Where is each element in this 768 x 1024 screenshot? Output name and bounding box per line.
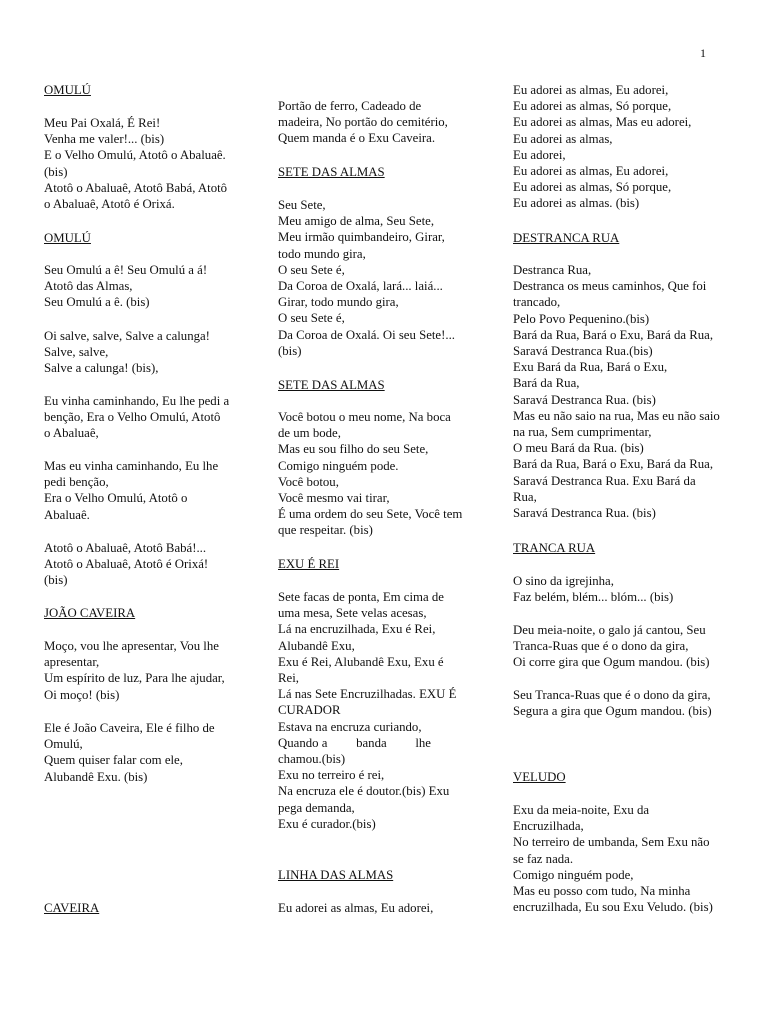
verse-line: Eu vinha caminhando, Eu lhe pedi a — [44, 394, 230, 408]
verse-block — [44, 540, 272, 589]
verse-line: O meu Bará da Rua. (bis) — [513, 441, 644, 456]
verse-block — [44, 262, 272, 311]
verse-line: Comigo ninguém pode, — [513, 867, 634, 882]
verse-line — [278, 735, 431, 751]
verse-line: madeira, No portão do cemitério, — [278, 115, 448, 130]
verse-line: o Abaluaê, Atotô é Orixá. — [44, 197, 175, 212]
verse-line: Alubandê Exu, — [278, 638, 355, 653]
verse-block — [513, 573, 741, 605]
verse-line: Portão de ferro, Cadeado de — [278, 99, 422, 113]
verse-line: Eu adorei as almas, Eu adorei, — [513, 83, 669, 97]
verse-line: Seu Omulú a ê. (bis) — [44, 295, 150, 310]
verse-line: Ele é João Caveira, Ele é filho de — [44, 721, 215, 735]
verse-block — [44, 638, 272, 703]
verse-line: (bis) — [44, 573, 68, 588]
verse-line: Você botou, — [278, 474, 339, 489]
section-heading: EXU É REI — [278, 557, 340, 571]
verse-line: O seu Sete é, — [278, 311, 345, 326]
verse-word: Quando a — [278, 735, 328, 750]
verse-line: Seu Sete, — [278, 198, 326, 212]
verse-line: Quem manda é o Exu Caveira. — [278, 131, 436, 146]
verse-line: Estava na encruza curiando, — [278, 719, 422, 734]
verse-block — [44, 115, 272, 212]
verse-line: Eu adorei as almas. (bis) — [513, 196, 640, 211]
verse-block — [513, 687, 741, 719]
verse-line: trancado, — [513, 295, 561, 310]
verse-line: Meu Pai Oxalá, É Rei! — [44, 116, 161, 130]
verse-line: Destranca os meus caminhos, Que foi — [513, 279, 707, 294]
verse-block — [513, 622, 741, 671]
verse-line: O seu Sete é, — [278, 262, 345, 277]
verse-block — [278, 589, 506, 832]
verse-line: Destranca Rua, — [513, 263, 592, 277]
verse-line: Rua, — [513, 489, 537, 504]
verse-line: Moço, vou lhe apresentar, Vou lhe — [44, 639, 219, 653]
verse-line: E o Velho Omulú, Atotô o Abaluaê. — [44, 148, 226, 163]
verse-line: Faz belém, blém... blóm... (bis) — [513, 590, 674, 605]
verse-block — [513, 262, 741, 521]
verse-line: Mas eu não saio na rua, Mas eu não saio — [513, 408, 720, 423]
verse-line: Lá nas Sete Encruzilhadas. EXU É — [278, 687, 457, 702]
section-heading: OMULÚ — [44, 83, 91, 97]
verse-line: Quem quiser falar com ele, — [44, 753, 183, 768]
verse-line: Eu adorei as almas, Mas eu adorei, — [513, 115, 692, 130]
verse-line: Atotô das Almas, — [44, 279, 133, 294]
verse-line: Oi salve, salve, Salve a calunga! — [44, 329, 210, 343]
verse-line: CURADOR — [278, 703, 341, 718]
verse-line: Da Coroa de Oxalá. Oi seu Sete!... — [278, 327, 455, 342]
verse-line: Era o Velho Omulú, Atotô o — [44, 491, 188, 506]
verse-line: Saravá Destranca Rua. (bis) — [513, 506, 656, 521]
verse-line: Eu adorei, — [513, 147, 566, 162]
verse-line: Eu adorei as almas, Eu adorei, — [513, 164, 669, 179]
verse-line: (bis) — [278, 343, 302, 358]
verse-line: Um espírito de luz, Para lhe ajudar, — [44, 671, 225, 686]
verse-line: Bará da Rua, Bará o Exu, Bará da Rua, — [513, 327, 714, 342]
verse-block — [278, 197, 506, 359]
verse-line: Você mesmo vai tirar, — [278, 491, 390, 506]
verse-line: É uma ordem do seu Sete, Você tem — [278, 507, 463, 522]
verse-block — [278, 409, 506, 539]
verse-line: Seu Tranca-Ruas que é o dono da gira, — [513, 688, 711, 702]
section-heading: OMULÚ — [44, 231, 91, 245]
verse-line: Mas eu posso com tudo, Na minha — [513, 884, 691, 899]
verse-line: Oi corre gira que Ogum mandou. (bis) — [513, 655, 710, 670]
verse-line: Saravá Destranca Rua. (bis) — [513, 392, 656, 407]
section-heading: VELUDO — [513, 770, 566, 784]
verse-line: Oi moço! (bis) — [44, 687, 120, 702]
verse-block — [44, 328, 272, 377]
verse-line: Venha me valer!... (bis) — [44, 132, 165, 147]
verse-line: No terreiro de umbanda, Sem Exu não — [513, 835, 710, 850]
verse-block — [513, 802, 741, 915]
verse-block — [44, 393, 272, 442]
verse-block — [44, 458, 272, 523]
verse-block — [44, 720, 272, 785]
verse-line: Bará da Rua, Bará o Exu, Bará da Rua, — [513, 457, 714, 472]
verse-line: (bis) — [44, 164, 68, 179]
verse-line: encruzilhada, Eu sou Exu Veludo. (bis) — [513, 900, 713, 915]
verse-line: uma mesa, Sete velas acesas, — [278, 606, 427, 621]
verse-line: Saravá Destranca Rua. Exu Bará da — [513, 473, 696, 488]
section-heading: JOÃO CAVEIRA — [44, 606, 136, 620]
verse-line: Eu adorei as almas, — [513, 131, 613, 146]
verse-line: Abaluaê. — [44, 507, 90, 522]
verse-line: Seu Omulú a ê! Seu Omulú a á! — [44, 263, 208, 277]
verse-line: Eu adorei as almas, Só porque, — [513, 99, 672, 114]
verse-line: apresentar, — [44, 655, 100, 670]
verse-word: lhe — [415, 735, 431, 750]
verse-line: se faz nada. — [513, 851, 574, 866]
verse-line: Segura a gira que Ogum mandou. (bis) — [513, 704, 712, 719]
verse-line: Na encruza ele é doutor.(bis) Exu — [278, 784, 450, 799]
verse-word: banda — [356, 735, 387, 750]
verse-line: pedi benção, — [44, 475, 109, 490]
verse-line: Salve a calunga! (bis), — [44, 361, 159, 376]
verse-line: Sete facas de ponta, Em cima de — [278, 590, 444, 604]
verse-line: Mas eu vinha caminhando, Eu lhe — [44, 459, 219, 473]
section-heading: SETE DAS ALMAS — [278, 378, 385, 392]
verse-line: Pelo Povo Pequenino.(bis) — [513, 311, 650, 326]
verse-line: Exu é Rei, Alubandê Exu, Exu é — [278, 654, 444, 669]
verse-line: Exu da meia-noite, Exu da — [513, 803, 650, 817]
section-heading: DESTRANCA RUA — [513, 231, 620, 245]
verse-line: Exu Bará da Rua, Bará o Exu, — [513, 360, 668, 375]
verse-line: Comigo ninguém pode. — [278, 458, 399, 473]
verse-line: benção, Era o Velho Omulú, Atotô — [44, 410, 221, 425]
verse-line: Exu é curador.(bis) — [278, 816, 376, 831]
verse-line: Bará da Rua, — [513, 376, 580, 391]
verse-line: o Abaluaê, — [44, 426, 99, 441]
verse-line: O sino da igrejinha, — [513, 574, 614, 588]
verse-line: Rei, — [278, 671, 299, 686]
verse-line: todo mundo gira, — [278, 246, 366, 261]
verse-line: Deu meia-noite, o galo já cantou, Seu — [513, 623, 706, 637]
verse-block — [278, 98, 506, 147]
verse-line: Atotô o Abaluaê, Atotô Babá, Atotô — [44, 180, 228, 195]
verse-line: na rua, Sem cumprimentar, — [513, 425, 652, 440]
verse-line: Eu adorei as almas, Só porque, — [513, 180, 672, 195]
verse-line: de um bode, — [278, 426, 341, 441]
verse-line: Eu adorei as almas, Eu adorei, — [278, 901, 434, 915]
verse-line: Tranca-Ruas que é o dono da gira, — [513, 639, 689, 654]
page-number: 1 — [700, 46, 706, 60]
verse-line: Alubandê Exu. (bis) — [44, 769, 148, 784]
section-heading: LINHA DAS ALMAS — [278, 868, 394, 882]
verse-line: Girar, todo mundo gira, — [278, 295, 399, 310]
verse-block — [278, 900, 506, 916]
section-heading: TRANCA RUA — [513, 541, 596, 555]
verse-line: Você botou o meu nome, Na boca — [278, 410, 451, 424]
verse-line: Saravá Destranca Rua.(bis) — [513, 344, 653, 359]
verse-line: que respeitar. (bis) — [278, 523, 373, 538]
verse-block — [513, 82, 741, 212]
verse-line: Da Coroa de Oxalá, lará... laiá... — [278, 279, 443, 294]
section-heading: CAVEIRA — [44, 901, 100, 915]
verse-line: Lá na encruzilhada, Exu é Rei, — [278, 622, 436, 637]
verse-line: pega demanda, — [278, 800, 355, 815]
verse-line: Salve, salve, — [44, 345, 109, 360]
verse-line: Exu no terreiro é rei, — [278, 768, 385, 783]
verse-line: Encruzilhada, — [513, 819, 584, 834]
section-heading: SETE DAS ALMAS — [278, 165, 385, 179]
verse-line: Meu irmão quimbandeiro, Girar, — [278, 230, 445, 245]
verse-line: Atotô o Abaluaê, Atotô é Orixá! — [44, 557, 209, 572]
verse-line: Mas eu sou filho do seu Sete, — [278, 442, 429, 457]
verse-line: Omulú, — [44, 737, 83, 752]
verse-line: chamou.(bis) — [278, 752, 346, 767]
verse-line: Atotô o Abaluaê, Atotô Babá!... — [44, 541, 207, 555]
verse-line: Meu amigo de alma, Seu Sete, — [278, 214, 435, 229]
